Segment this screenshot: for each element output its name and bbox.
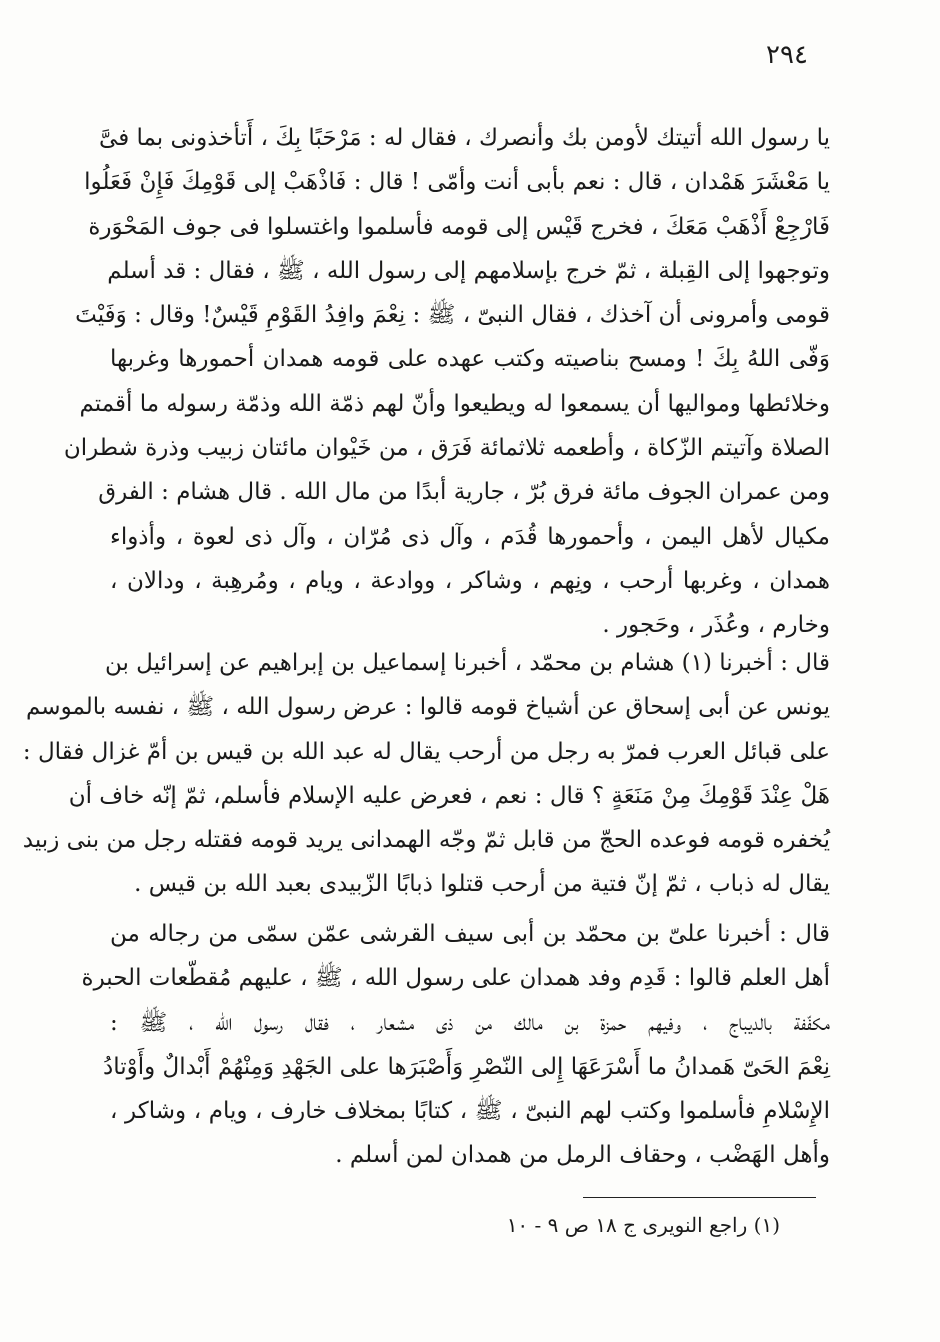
text-line: يُخفره قومه فوعده الحجّ من قابل ثمّ وجّه الهمدانى يريد قومه فقتله رجل من بنى زبيد [22,827,830,854]
text-line: وخارم ، وعُذَر ، وحَجور . [602,612,830,639]
footnote: (١) راجع النويرى ج ١٨ ص ٩ - ١٠ [506,1213,780,1237]
text-line: أهل العلم قالوا : قَدِم وفد همدان على رسول الله ، ﷺ ، عليهم مُقطّعات الحبرة [81,965,830,992]
text-line: يقال له ذباب ، ثمّ إنّ فتية من أرحب قتلوا ذبابًا الزّبيدى بعبد الله بن قيس . [134,871,830,898]
text-line: قال : أخبرنا علىّ بن محمّد بن أبى سيف القرشى عمّن سمّى من رجاله من [110,921,830,947]
paragraph-1 [63,116,830,648]
text-line: على قبائل العرب فمرّ به رجل من أرحب يقال له عبد الله بن قيس بن أمّ غزال فقال : [22,738,830,765]
footnote-divider [583,1197,816,1198]
text-line: وَفّى اللهُ بِكَ ! ومسح بناصيته وكتب عهده على قومه همدان أحمورها وغربها [110,346,830,373]
text-line: مكفّفة بالديباج ، وفيهم حمزة بن مالك من ذى مشعار ، فقال رسول الله ، ﷺ : [110,1009,830,1036]
text-line: ومن عمران الجوف مائة فرق بُرّ ، جارية أبدًا من مال الله . قال هشام : الفرق [98,479,830,506]
text-line: وأهل الهَضْب ، وحقاف الرمل من همدان لمن أسلم . [335,1142,830,1169]
text-line: الإِسْلامِ فأسلموا وكتب لهم النبىّ ، ﷺ ، كتابًا بمخلاف خارف ، ويام ، وشاكر ، [110,1098,830,1125]
text-line: يونس عن أبى إسحاق عن أشياخ قومه قالوا : عرض رسول الله ، ﷺ ، نفسه بالموسم [25,694,830,721]
page-number: ٢٩٤ [766,40,808,70]
text-line: وخلائطها ومواليها أن يسمعوا له ويطيعوا وأنّ لهم ذمّة الله وذمّة رسوله ما أقمتم [79,390,830,417]
text-line: وتوجهوا إلى القِبلة ، ثمّ خرج بإسلامهم إلى رسول الله ، ﷺ ، فقال : قد أسلم [107,257,830,284]
text-line: يا مَعْشَرَ هَمْدان ، قال : نعم بأبى أنت وأمّى ! قال : فَاذْهَبْ إلى قَوْمِكَ فَإِنْ فَعَلُوا [84,169,830,196]
text-line: يا رسول الله أتيتك لأومن بك وأنصرك ، فقال له : مَرْحَبًا بِكَ ، أَتأخذونى بما فىَّ [99,125,830,151]
paragraph-3 [81,912,830,1178]
paragraph-2 [22,641,830,907]
text-line: فَارْجِعْ أَذْهَبْ مَعَكَ ، فخرج قَيْس إلى قومه فأسلموا واغتسلوا فى جوف المَحْوَرة [88,213,830,240]
text-line: همدان ، وغربها أرحب ، ونِهم ، وشاكر ، ووادعة ، ويام ، ومُرهِبة ، ودالان ، [110,567,830,594]
text-line: مكيال لأهل اليمن ، وأحمورها قُدَم ، وآل ذى مُرّان ، وآل ذى لعوة ، وأذواء [110,523,830,550]
text-line: قال : أخبرنا (١) هشام بن محمّد ، أخبرنا إسماعيل بن إبراهيم عن إسرائيل بن [104,650,830,676]
text-line: قومى وأمرونى أن آخذك ، فقال النبىّ ، ﷺ : نِعْمَ وافِدُ القَوْمِ قَيْسٌ! وقال : وَفَيْتَ [75,302,830,329]
text-line: هَلْ عِنْدَ قَوْمِكَ مِنْ مَنَعَةٍ ؟ قال : نعم ، فعرض عليه الإسلام فأسلم، ثمّ إنّه خاف أن [68,782,830,809]
text-line: نِعْمَ الحَىّ هَمدانُ ما أَسْرَعَهَا إِلى النّصْرِ وَأَصْبَرَها على الجَهْدِ وَمِنْهُمْ أَبْدالٌ وأَوْتادُ [102,1053,830,1080]
text-line: الصلاة وآتيتم الزّكاة ، وأطعمه ثلاثمائة فَرَق ، من خَيْوان مائتان زبيب وذرة شطران [63,435,830,462]
